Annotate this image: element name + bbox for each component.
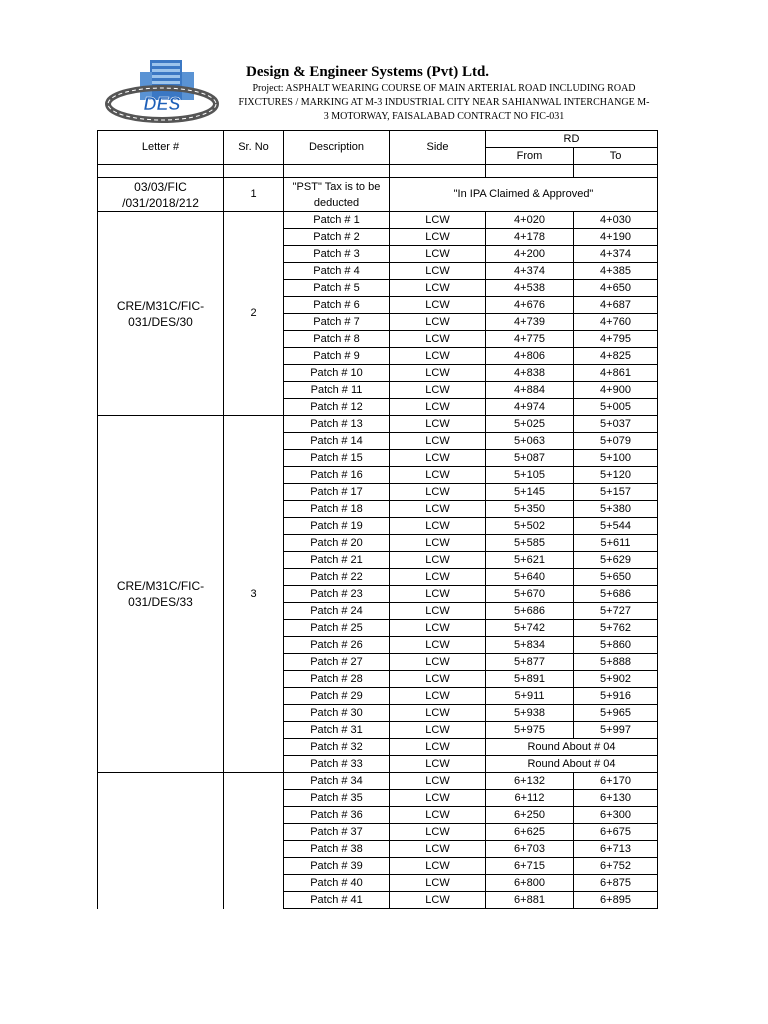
description-cell: Patch # 15 (284, 450, 390, 467)
srno-cell: 1 (224, 178, 284, 212)
side-cell: LCW (390, 433, 486, 450)
rd-from-cell: 6+800 (486, 875, 574, 892)
header-row (98, 131, 658, 148)
svg-text:DES: DES (143, 94, 181, 114)
description-cell: Patch # 23 (284, 586, 390, 603)
description-cell: Patch # 2 (284, 229, 390, 246)
description-cell: Patch # 3 (284, 246, 390, 263)
side-cell: LCW (390, 365, 486, 382)
patch-table (97, 130, 658, 909)
rd-from-cell: 4+374 (486, 263, 574, 280)
side-cell: LCW (390, 892, 486, 909)
rd-from-cell: 5+350 (486, 501, 574, 518)
rd-from-cell: 4+838 (486, 365, 574, 382)
rd-to-cell: 5+902 (574, 671, 658, 688)
description-cell: Patch # 25 (284, 620, 390, 637)
rd-from-cell: 5+877 (486, 654, 574, 671)
rd-from-cell: 5+502 (486, 518, 574, 535)
rd-to-cell: 5+157 (574, 484, 658, 501)
rd-from-cell: 6+715 (486, 858, 574, 875)
col-letter: Letter # (98, 131, 224, 165)
side-cell: LCW (390, 603, 486, 620)
side-cell: LCW (390, 467, 486, 484)
side-cell: LCW (390, 858, 486, 875)
description-cell: Patch # 9 (284, 348, 390, 365)
rd-to-cell: 6+130 (574, 790, 658, 807)
description-cell: Patch # 34 (284, 773, 390, 790)
rd-from-cell: 5+891 (486, 671, 574, 688)
side-cell: LCW (390, 399, 486, 416)
table-row (98, 773, 658, 790)
description-cell: Patch # 16 (284, 467, 390, 484)
side-cell: LCW (390, 314, 486, 331)
rd-from-cell: 4+020 (486, 212, 574, 229)
rd-to-cell: 5+727 (574, 603, 658, 620)
rd-from-cell: 4+178 (486, 229, 574, 246)
side-cell: LCW (390, 807, 486, 824)
description-cell: Patch # 38 (284, 841, 390, 858)
side-cell: LCW (390, 756, 486, 773)
rd-from-cell: 6+703 (486, 841, 574, 858)
side-cell: LCW (390, 773, 486, 790)
description-cell: Patch # 12 (284, 399, 390, 416)
rd-from-cell: 5+640 (486, 569, 574, 586)
description-cell: Patch # 10 (284, 365, 390, 382)
side-cell: LCW (390, 841, 486, 858)
letter-cell: CRE/M31C/FIC-031/DES/30 (98, 212, 224, 416)
description-cell: Patch # 21 (284, 552, 390, 569)
rd-from-cell: 5+670 (486, 586, 574, 603)
side-cell: LCW (390, 722, 486, 739)
rd-from-cell: 6+132 (486, 773, 574, 790)
description-cell: "PST" Tax is to be deducted (284, 178, 390, 212)
description-cell: Patch # 8 (284, 331, 390, 348)
side-cell: LCW (390, 535, 486, 552)
col-from: From (486, 148, 574, 165)
description-cell: Patch # 37 (284, 824, 390, 841)
table-row (98, 178, 658, 212)
side-cell: LCW (390, 382, 486, 399)
rd-from-cell: 5+742 (486, 620, 574, 637)
side-cell: LCW (390, 569, 486, 586)
side-cell: LCW (390, 671, 486, 688)
description-cell: Patch # 7 (284, 314, 390, 331)
side-cell: LCW (390, 246, 486, 263)
side-cell: LCW (390, 824, 486, 841)
rd-to-cell: 4+900 (574, 382, 658, 399)
description-cell: Patch # 17 (284, 484, 390, 501)
side-cell: LCW (390, 416, 486, 433)
rd-from-cell: 5+975 (486, 722, 574, 739)
side-cell: LCW (390, 705, 486, 722)
col-srno: Sr. No (224, 131, 284, 165)
letter-cell: 03/03/FIC /031/2018/212 (98, 178, 224, 212)
rd-from-cell: 6+250 (486, 807, 574, 824)
rd-from-cell: 5+063 (486, 433, 574, 450)
side-cell: LCW (390, 450, 486, 467)
side-cell: LCW (390, 552, 486, 569)
rd-to-cell: 5+100 (574, 450, 658, 467)
description-cell: Patch # 36 (284, 807, 390, 824)
description-cell: Patch # 13 (284, 416, 390, 433)
side-cell: LCW (390, 620, 486, 637)
rd-from-cell: 5+087 (486, 450, 574, 467)
side-cell: LCW (390, 637, 486, 654)
table-row (98, 212, 658, 229)
rd-to-cell: 6+875 (574, 875, 658, 892)
srno-cell: 2 (224, 212, 284, 416)
table-row (98, 416, 658, 433)
roundabout-cell: Round About # 04 (486, 756, 658, 773)
description-cell: Patch # 1 (284, 212, 390, 229)
side-cell: LCW (390, 739, 486, 756)
rd-from-cell: 6+881 (486, 892, 574, 909)
roundabout-cell: Round About # 04 (486, 739, 658, 756)
rd-from-cell: 4+884 (486, 382, 574, 399)
description-cell: Patch # 5 (284, 280, 390, 297)
rd-to-cell: 4+825 (574, 348, 658, 365)
col-rd: RD (486, 131, 658, 148)
rd-from-cell: 5+686 (486, 603, 574, 620)
srno-cell (224, 773, 284, 909)
description-cell: Patch # 29 (284, 688, 390, 705)
rd-from-cell: 5+145 (486, 484, 574, 501)
rd-to-cell: 5+916 (574, 688, 658, 705)
rd-to-cell: 5+997 (574, 722, 658, 739)
side-cell: LCW (390, 688, 486, 705)
rd-from-cell: 5+911 (486, 688, 574, 705)
description-cell: Patch # 22 (284, 569, 390, 586)
rd-to-cell: 5+629 (574, 552, 658, 569)
rd-to-cell: 6+300 (574, 807, 658, 824)
rd-to-cell: 4+030 (574, 212, 658, 229)
rd-to-cell: 5+544 (574, 518, 658, 535)
project-description: Project: ASPHALT WEARING COURSE OF MAIN ARTERIAL ROAD INCLUDING ROAD FIXCTURES / MARKING AT M-3 INDUSTRIAL CITY NEAR SAHIANWAL INTERCHANGE M- 3 MOTORWAY, FAISALABAD CONTRACT NO FIC-031 (238, 83, 650, 122)
rd-from-cell: 4+538 (486, 280, 574, 297)
description-cell: Patch # 32 (284, 739, 390, 756)
description-cell: Patch # 27 (284, 654, 390, 671)
rd-from-cell: 4+806 (486, 348, 574, 365)
description-cell: Patch # 18 (284, 501, 390, 518)
col-side: Side (390, 131, 486, 165)
ipa-note-cell: "In IPA Claimed & Approved" (390, 178, 658, 212)
rd-from-cell: 5+938 (486, 705, 574, 722)
letter-cell (98, 773, 224, 909)
side-cell: LCW (390, 263, 486, 280)
rd-to-cell: 4+385 (574, 263, 658, 280)
col-to: To (574, 148, 658, 165)
company-name: Design & Engineer Systems (Pvt) Ltd. (246, 64, 490, 80)
rd-to-cell: 4+374 (574, 246, 658, 263)
description-cell: Patch # 19 (284, 518, 390, 535)
letter-cell: CRE/M31C/FIC-031/DES/33 (98, 416, 224, 773)
rd-to-cell: 4+795 (574, 331, 658, 348)
rd-to-cell: 5+860 (574, 637, 658, 654)
description-cell: Patch # 6 (284, 297, 390, 314)
side-cell: LCW (390, 790, 486, 807)
description-cell: Patch # 41 (284, 892, 390, 909)
rd-to-cell: 4+687 (574, 297, 658, 314)
description-cell: Patch # 31 (284, 722, 390, 739)
rd-to-cell: 5+965 (574, 705, 658, 722)
description-cell: Patch # 14 (284, 433, 390, 450)
side-cell: LCW (390, 280, 486, 297)
rd-to-cell: 5+650 (574, 569, 658, 586)
rd-from-cell: 6+625 (486, 824, 574, 841)
description-cell: Patch # 20 (284, 535, 390, 552)
rd-to-cell: 5+005 (574, 399, 658, 416)
des-logo (100, 58, 230, 126)
side-cell: LCW (390, 586, 486, 603)
srno-cell: 3 (224, 416, 284, 773)
rd-from-cell: 5+025 (486, 416, 574, 433)
rd-to-cell: 5+611 (574, 535, 658, 552)
side-cell: LCW (390, 654, 486, 671)
rd-to-cell: 5+380 (574, 501, 658, 518)
rd-from-cell: 5+621 (486, 552, 574, 569)
description-cell: Patch # 28 (284, 671, 390, 688)
spacer-row (98, 165, 658, 178)
description-cell: Patch # 30 (284, 705, 390, 722)
rd-to-cell: 4+650 (574, 280, 658, 297)
rd-from-cell: 4+775 (486, 331, 574, 348)
side-cell: LCW (390, 348, 486, 365)
description-cell: Patch # 35 (284, 790, 390, 807)
description-cell: Patch # 11 (284, 382, 390, 399)
rd-from-cell: 6+112 (486, 790, 574, 807)
rd-from-cell: 5+105 (486, 467, 574, 484)
rd-to-cell: 6+752 (574, 858, 658, 875)
rd-from-cell: 4+739 (486, 314, 574, 331)
rd-from-cell: 4+200 (486, 246, 574, 263)
description-cell: Patch # 33 (284, 756, 390, 773)
description-cell: Patch # 4 (284, 263, 390, 280)
rd-to-cell: 5+120 (574, 467, 658, 484)
description-cell: Patch # 39 (284, 858, 390, 875)
rd-to-cell: 5+762 (574, 620, 658, 637)
col-description: Description (284, 131, 390, 165)
rd-from-cell: 5+585 (486, 535, 574, 552)
side-cell: LCW (390, 331, 486, 348)
rd-to-cell: 5+037 (574, 416, 658, 433)
rd-to-cell: 5+079 (574, 433, 658, 450)
rd-to-cell: 6+895 (574, 892, 658, 909)
side-cell: LCW (390, 501, 486, 518)
side-cell: LCW (390, 484, 486, 501)
side-cell: LCW (390, 229, 486, 246)
rd-to-cell: 6+170 (574, 773, 658, 790)
rd-to-cell: 4+861 (574, 365, 658, 382)
rd-to-cell: 4+190 (574, 229, 658, 246)
rd-to-cell: 5+686 (574, 586, 658, 603)
rd-to-cell: 6+713 (574, 841, 658, 858)
rd-to-cell: 5+888 (574, 654, 658, 671)
rd-from-cell: 5+834 (486, 637, 574, 654)
side-cell: LCW (390, 518, 486, 535)
rd-from-cell: 4+676 (486, 297, 574, 314)
rd-from-cell: 4+974 (486, 399, 574, 416)
side-cell: LCW (390, 212, 486, 229)
rd-to-cell: 4+760 (574, 314, 658, 331)
side-cell: LCW (390, 297, 486, 314)
description-cell: Patch # 40 (284, 875, 390, 892)
description-cell: Patch # 26 (284, 637, 390, 654)
side-cell: LCW (390, 875, 486, 892)
description-cell: Patch # 24 (284, 603, 390, 620)
rd-to-cell: 6+675 (574, 824, 658, 841)
